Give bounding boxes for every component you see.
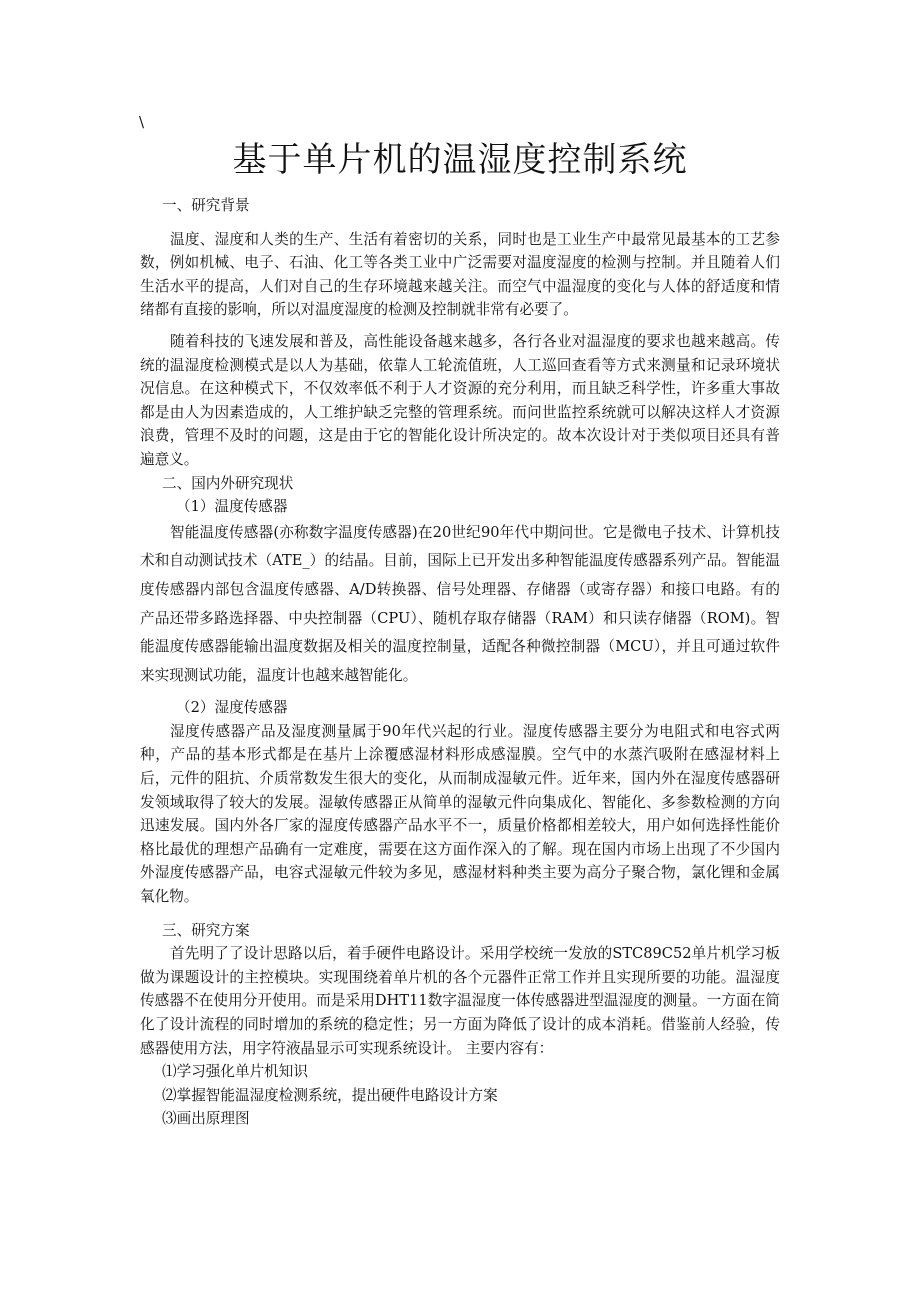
paragraph-plan: 首先明了了设计思路以后，着手硬件电路设计。采用学校统一发放的STC89C52单片机学习板做为课题设计的主控模块。实现围绕着单片机的各个元器件正常工作并且实现所要的功能。温湿度传感器不在使用分开使用。而是采用DHT11数字温湿度一体传感器进型温湿度的测量。一方面在简化了设计流程的同时增加的系统的稳定性；另一方面为降低了设计的成本消耗。借鉴前人经验，传感器使用方法，用字符液晶显示可实现系统设计。 主要内容有： xyxy=(140,945,780,1057)
paragraph-background-1: 温度、湿度和人类的生产、生活有着密切的关系，同时也是工业生产中最常见最基本的工艺参数，例如机械、电子、石油、化工等各类工业中广泛需要对温度湿度的检测与控制。并且随着人们生活水平的提高，人们对自己的生存环境越来越关注。而空气中温湿度的变化与人体的舒适度和情绪都有直接的影响，所以对温度湿度的检测及控制就非常有必要了。 xyxy=(140,230,780,319)
list-item-plan-3: ⑶画出原理图 xyxy=(162,1110,250,1128)
section-heading-status: 二、国内外研究现状 xyxy=(162,474,294,492)
section-heading-background: 一、研究背景 xyxy=(162,197,250,214)
subheading-temperature-sensor: （1）温度传感器 xyxy=(176,498,288,516)
list-item-plan-1: ⑴学习强化单片机知识 xyxy=(162,1063,308,1081)
paragraph-temperature-sensor: 智能温度传感器(亦称数字温度传感器)在20世纪90年代中期问世。它是微电子技术、计算机技术和自动测试技术（ATE_）的结晶。目前，国际上已开发出多种智能温度传感器系列产品。智能温度传感器内部包含温度传感器、A/D转换器、信号处理器、存储器（或寄存器）和接口电路。有的产品还带多路选择器、中央控制器（CPU）、随机存取存储器（RAM）和只读存储器（ROM)。智能温度传感器能输出温度数据及相关的温度控制量，适配各种微控制器（MCU），并且可通过软件来实现测试功能，温度计也越来越智能化。 xyxy=(140,523,780,684)
paragraph-humidity-sensor: 湿度传感器产品及湿度测量属于90年代兴起的行业。湿度传感器主要分为电阻式和电容式两种，产品的基本形式都是在基片上涂覆感湿材料形成感湿膜。空气中的水蒸汽吸附在感湿材料上后，元件的阻抗、介质常数发生很大的变化，从而制成湿敏元件。近年来，国内外在湿度传感器研发领域取得了较大的发展。湿敏传感器正从简单的湿敏元件向集成化、智能化、多参数检测的方向迅速发展。国内外各厂家的湿度传感器产品水平不一，质量价格都相差较大，用户如何选择性能价格比最优的理想产品确有一定难度，需要在这方面作深入的了解。现在国内市场上出现了不少国内外湿度传感器产品，电容式湿敏元件较为多见，感湿材料种类主要为高分子聚合物，氯化锂和金属氧化物。 xyxy=(140,722,780,906)
document-title: 基于单片机的温湿度控制系统 xyxy=(232,140,688,180)
stray-backslash-mark: \ xyxy=(139,113,145,131)
paragraph-background-2: 随着科技的飞速发展和普及，高性能设备越来越多，各行各业对温湿度的要求也越来越高。传统的温湿度检测模式是以人为基础，依靠人工轮流值班，人工巡回查看等方式来测量和记录环境状况信息。在这种模式下，不仅效率低不利于人才资源的充分利用，而且缺乏科学性，许多重大事故都是由人为因素造成的，人工维护缺乏完整的管理系统。而问世监控系统就可以解决这样人才资源浪费，管理不及时的问题，这是由于它的智能化设计所决定的。故本次设计对于类似项目还具有普遍意义。 xyxy=(140,332,780,468)
document-body xyxy=(140,194,780,1131)
section-heading-plan: 三、研究方案 xyxy=(162,921,250,939)
list-item-plan-2: ⑵掌握智能温湿度检测系统，提出硬件电路设计方案 xyxy=(162,1086,498,1104)
subheading-humidity-sensor: （2）湿度传感器 xyxy=(176,699,288,717)
